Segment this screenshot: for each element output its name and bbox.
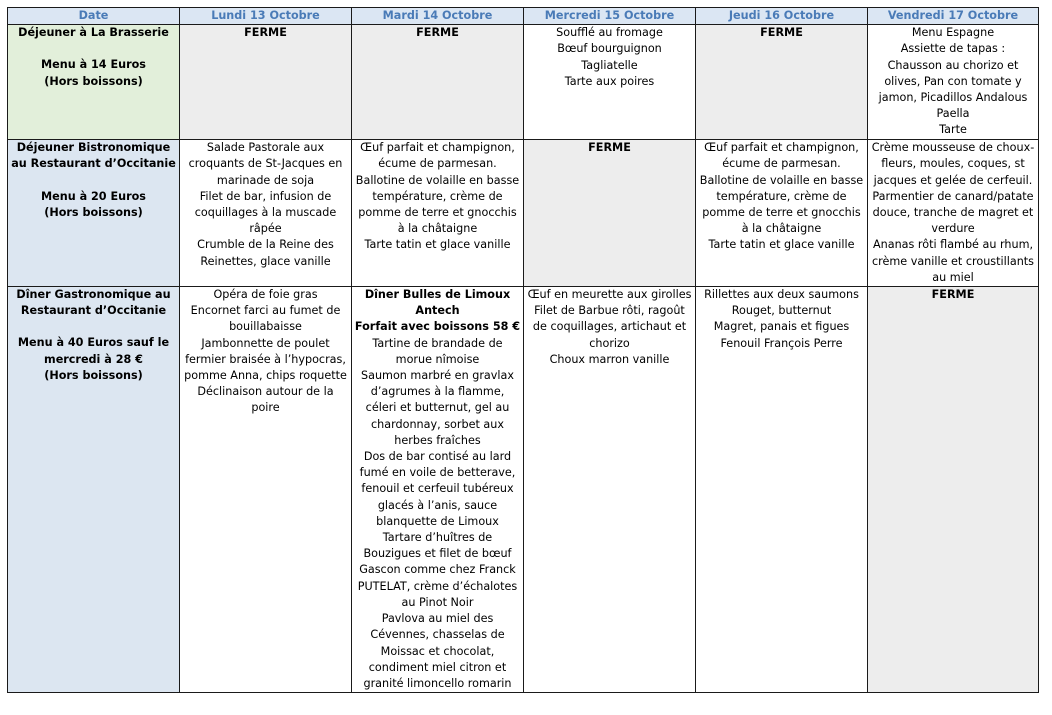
dish: Œuf en meurette aux girolles — [527, 288, 692, 302]
dish: Tarte aux poires — [564, 74, 655, 88]
header-day: Vendredi 17 Octobre — [868, 8, 1039, 25]
dish: Rouget, butternut — [731, 304, 832, 318]
dish: Soufflé au fromage — [556, 26, 663, 40]
table-row-brasserie — [8, 25, 1039, 140]
table-row-bistronomique — [8, 140, 1039, 287]
dish: Filet de Barbue rôti, ragoût de coquillages, artichaut et chorizo — [532, 304, 687, 350]
menu-cell — [352, 140, 524, 287]
row-price: Menu à 14 Euros — [41, 58, 146, 72]
dish: Ananas rôti flambé au rhum, crème vanille et croustillants au miel — [871, 238, 1035, 284]
menu-cell — [180, 287, 352, 693]
row-note: (Hors boissons) — [44, 74, 143, 88]
menu-cell — [868, 140, 1039, 287]
header-day: Jeudi 16 Octobre — [696, 8, 868, 25]
special-title: Dîner Bulles de Limoux Antech — [364, 288, 511, 318]
dish: Tarte — [939, 123, 967, 137]
dish: Salade Pastorale aux croquants de St-Jacques en marinade de soja — [188, 141, 343, 187]
menu-cell-closed: FERME — [352, 25, 524, 140]
header-date: Date — [8, 8, 180, 25]
dish: Ballotine de volaille en basse température, crème de pomme de terre et gnocchis à la châtaigne — [355, 173, 520, 236]
menu-cell — [180, 140, 352, 287]
dish: Choux marron vanille — [549, 352, 670, 366]
dish: Parmentier de canard/patate douce, tranche de magret et verdure — [872, 189, 1034, 236]
menu-cell — [524, 287, 696, 693]
dish: Magret, panais et figues — [713, 320, 850, 334]
dish: Déclinaison autour de la poire — [197, 385, 334, 415]
dish: Bœuf bourguignon — [557, 42, 662, 56]
dish: Jambonnette de poulet fermier braisée à l’hypocras, pomme Anna, chips roquette — [184, 336, 347, 383]
weekly-menu-table — [7, 7, 1039, 693]
dish: Assiette de tapas : — [900, 42, 1006, 56]
row-header-gastronomique — [8, 287, 180, 693]
dish: Œuf parfait et champignon, écume de parmesan. — [360, 141, 515, 171]
dish: Tartine de brandade de morue nîmoise — [372, 336, 503, 366]
row-note: (Hors boissons) — [44, 205, 143, 219]
dish: Tagliatelle — [581, 58, 638, 72]
row-price: Menu à 20 Euros — [41, 189, 146, 203]
dish: Pavlova au miel des Cévennes, chasselas de Moissac et chocolat, condiment miel citron et granité limoncello romarin — [363, 612, 512, 690]
row-title: Déjeuner Bistronomique au Restaurant d’Occitanie — [11, 141, 176, 171]
menu-cell — [696, 287, 868, 693]
dish: Rillettes aux deux saumons — [704, 288, 859, 302]
row-header-brasserie — [8, 25, 180, 140]
dish: Saumon marbré en gravlax d’agrumes à la flamme, céleri et butternut, gel au chardonnay, sorbet aux herbes fraîches — [361, 369, 514, 447]
menu-cell — [524, 25, 696, 140]
dish: Menu Espagne — [911, 26, 995, 40]
dish: Tarte tatin et glace vanille — [364, 238, 511, 252]
row-title: Dîner Gastronomique au Restaurant d’Occitanie — [16, 288, 171, 318]
header-day: Lundi 13 Octobre — [180, 8, 352, 25]
dish: Tarte tatin et glace vanille — [708, 238, 855, 252]
header-day: Mardi 14 Octobre — [352, 8, 524, 25]
table-row-gastronomique — [8, 287, 1039, 693]
dish: Opéra de foie gras — [213, 288, 318, 302]
menu-cell — [868, 25, 1039, 140]
menu-cell — [696, 140, 868, 287]
menu-cell-closed: FERME — [696, 25, 868, 140]
row-header-bistronomique — [8, 140, 180, 287]
row-note: (Hors boissons) — [44, 368, 143, 382]
dish: Crumble de la Reine des Reinettes, glace vanille — [197, 238, 334, 268]
dish: Dos de bar contisé au lard fumé en voile de betterave, fenouil et cerfeuil tubéreux glacés à l’anis, sauce blanquette de Limoux — [359, 450, 516, 528]
dish: Fenouil François Perre — [720, 336, 843, 350]
row-price: Menu à 40 Euros sauf le mercredi à 28 € — [17, 336, 170, 366]
dish: Filet de bar, infusion de coquillages à la muscade râpée — [194, 189, 337, 236]
header-row — [8, 8, 1039, 25]
dish: Crème mousseuse de choux-fleurs, moules, coques, st jacques et gelée de cerfeuil. — [871, 141, 1035, 187]
dish: Encornet farci au fumet de bouillabaisse — [190, 304, 341, 334]
row-title: Déjeuner à La Brasserie — [18, 26, 169, 40]
dish: Tartare d’huîtres de Bouzigues et filet de bœuf Gascon comme chez Franck PUTELAT, crème d’échalotes au Pinot Noir — [357, 531, 518, 609]
dish: Chausson au chorizo et olives, Pan con tomate y jamon, Picadillos Andalous — [878, 58, 1028, 105]
header-day: Mercredi 15 Octobre — [524, 8, 696, 25]
menu-cell — [352, 287, 524, 693]
menu-cell-closed: FERME — [180, 25, 352, 140]
dish: Paella — [936, 107, 970, 121]
menu-cell-closed: FERME — [868, 287, 1039, 693]
dish: Œuf parfait et champignon, écume de parmesan. — [704, 141, 859, 171]
menu-cell-closed: FERME — [524, 140, 696, 287]
dish: Ballotine de volaille en basse température, crème de pomme de terre et gnocchis à la châtaigne — [699, 173, 864, 236]
special-forfait: Forfait avec boissons 58 € — [354, 320, 521, 334]
